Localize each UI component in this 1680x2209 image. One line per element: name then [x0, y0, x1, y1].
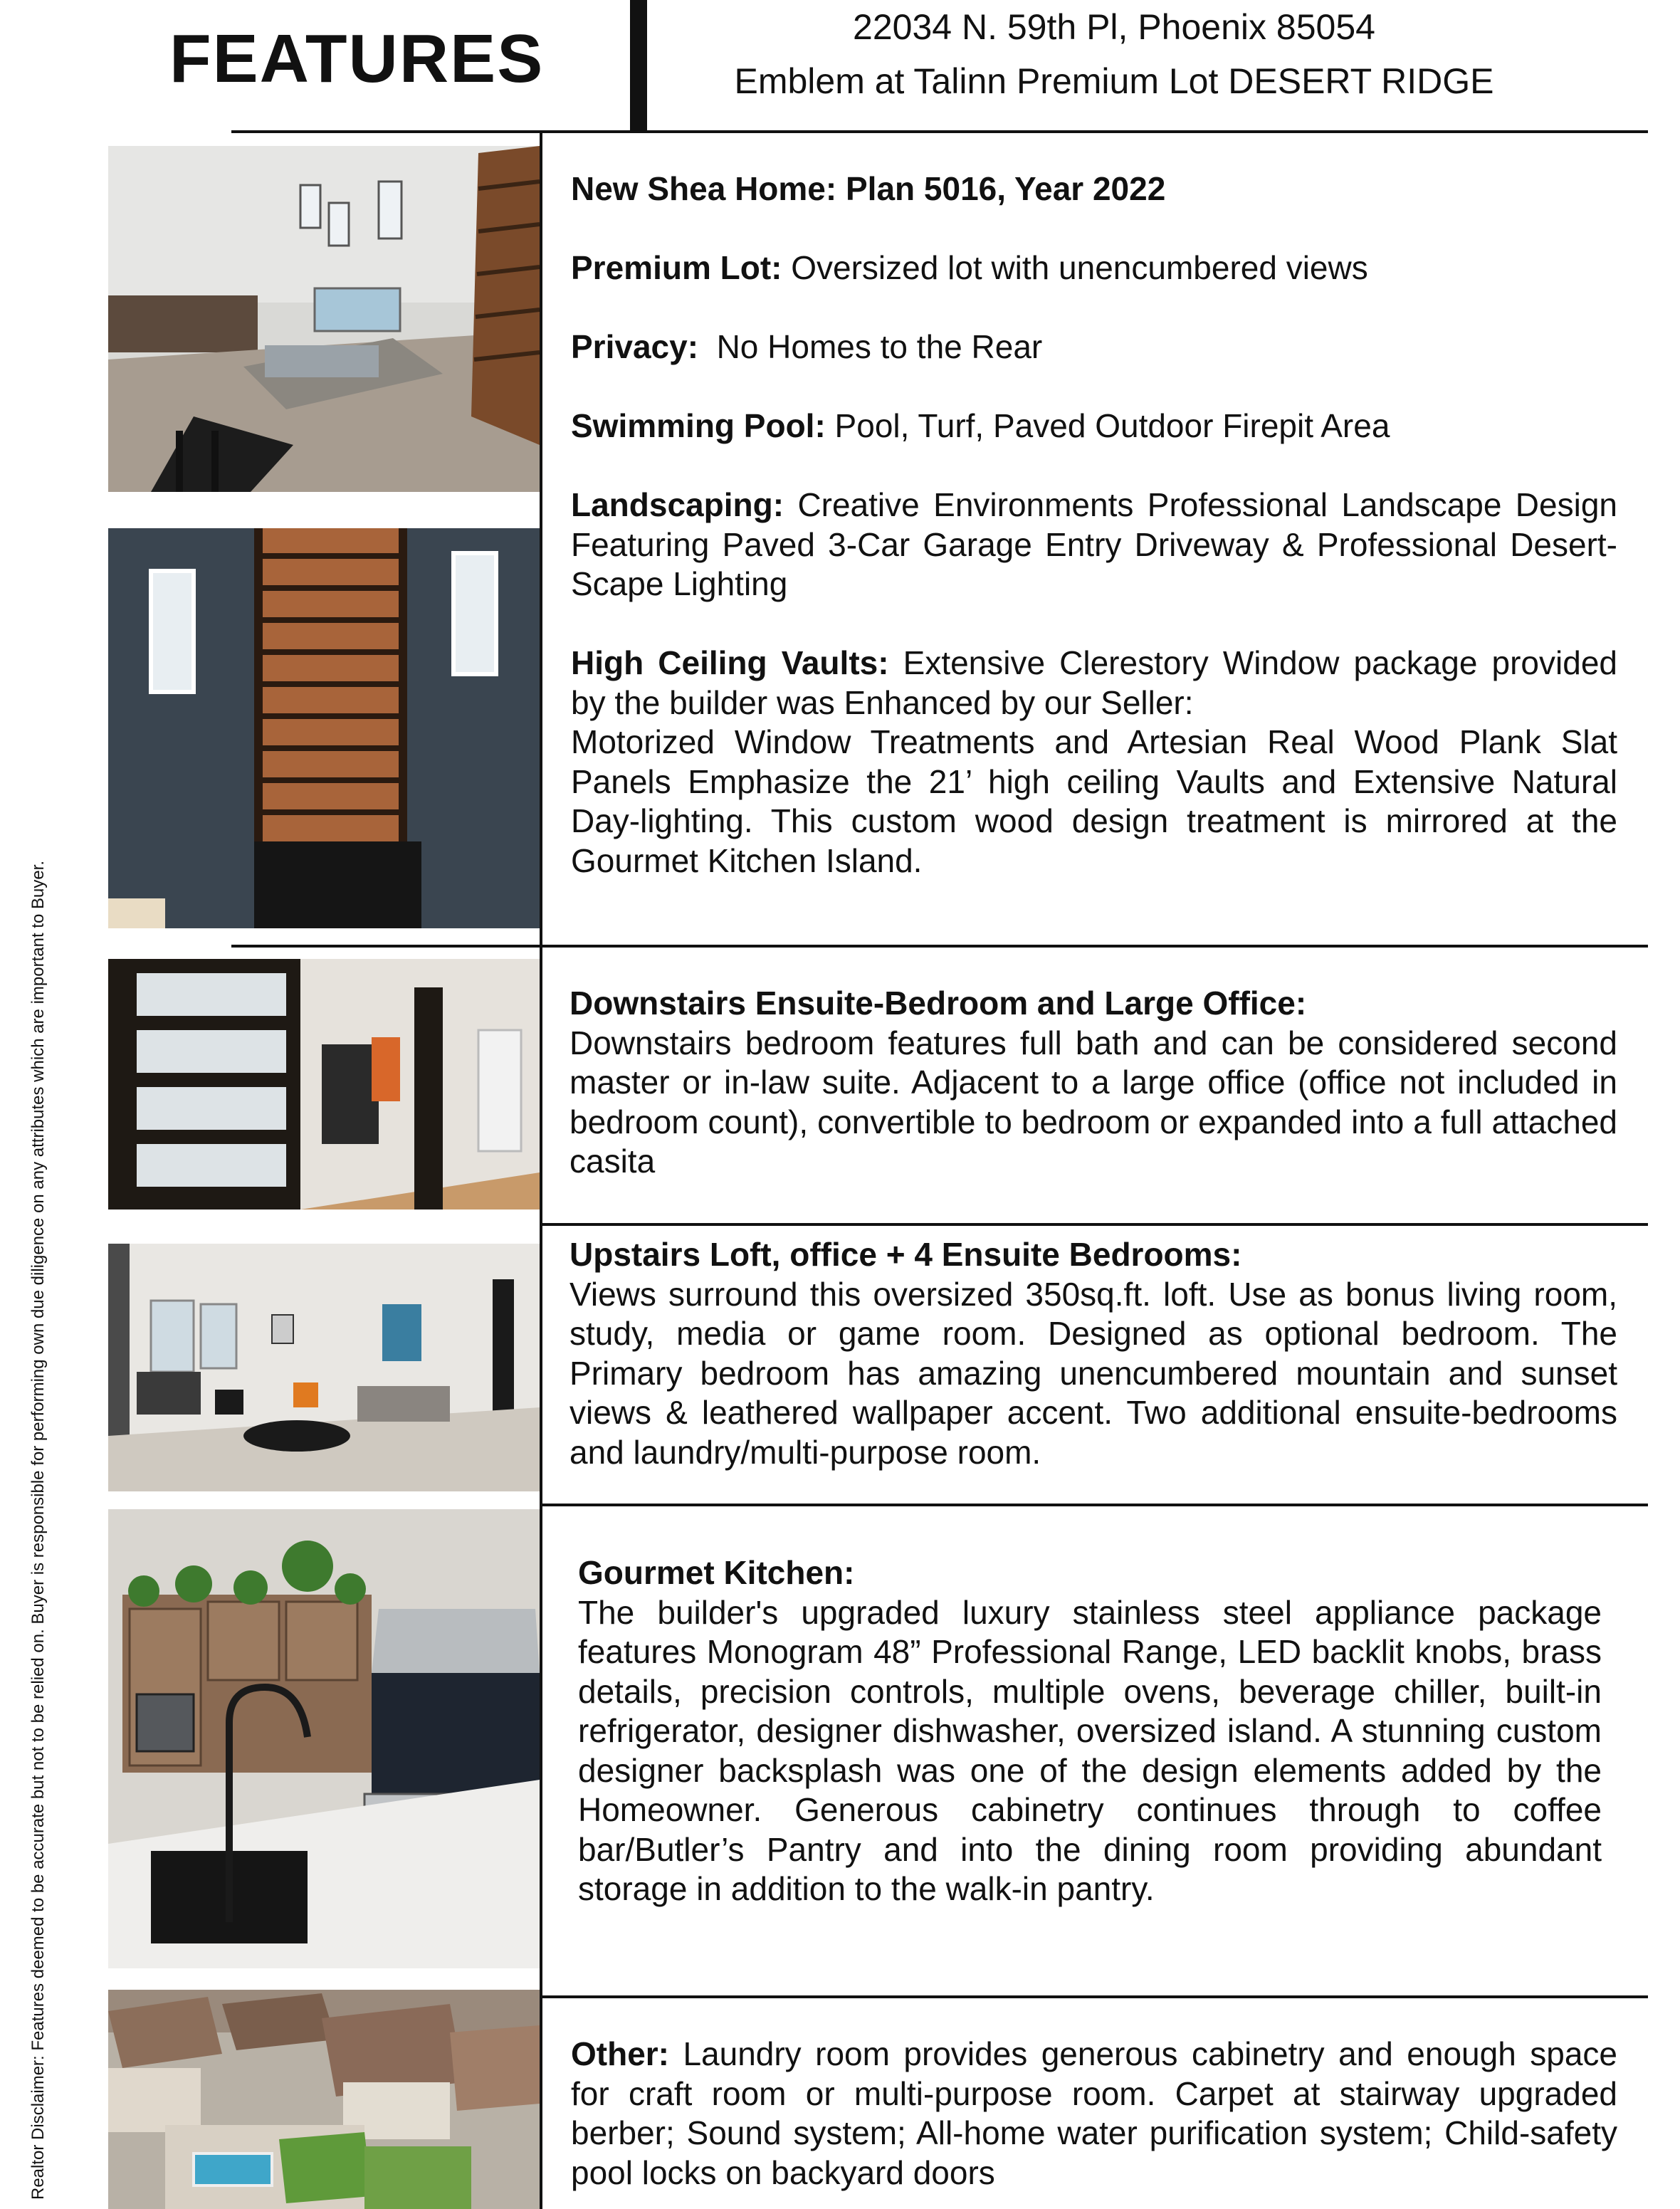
home-features-block — [571, 169, 1617, 881]
landscaping-paragraph — [571, 486, 1617, 604]
header-divider-bar — [630, 0, 647, 132]
upstairs-block — [569, 1235, 1617, 1472]
vaults-label: High Ceiling Vaults: — [571, 644, 889, 681]
section-rule-2 — [541, 1223, 1648, 1226]
header-rule — [231, 130, 1648, 133]
home-plan-heading: New Shea Home: Plan 5016, Year 2022 — [571, 170, 1166, 207]
photo-column-divider — [540, 131, 542, 2209]
premium-lot-text: Oversized lot with unencumbered views — [782, 249, 1368, 286]
address-line-2: Emblem at Talinn Premium Lot DESERT RIDGE — [734, 61, 1494, 101]
realtor-disclaimer: Realtor Disclaimer: Features deemed to be accurate but not to be relied on. Buyer is responsible for performing own due diligence on any attributes which are important to Buyer. — [28, 861, 48, 2200]
pool-line — [571, 406, 1617, 446]
privacy-label: Privacy: — [571, 328, 699, 365]
wood-slat-wall-photo — [108, 528, 540, 928]
other-label: Other: — [571, 2035, 669, 2072]
other-text: Laundry room provides generous cabinetry and enough space for craft room or multi-purpose room. Carpet at stairway upgraded berber; Sound system; All-home water purification system; Child-safety pool locks on backyard doors — [571, 2035, 1617, 2191]
aerial-backyard-photo — [108, 1990, 540, 2209]
vaults-paragraph-2: Motorized Window Treatments and Artesian Real Wood Plank Slat Panels Emphasize the 21’ high ceiling Vaults and Extensive Natural Day-lighting. This custom wood design treatment is mirrored at the Gourmet Kitchen Island. — [571, 723, 1617, 879]
pool-text: Pool, Turf, Paved Outdoor Firepit Area — [825, 407, 1390, 444]
upstairs-heading: Upstairs Loft, office + 4 Ensuite Bedrooms: — [569, 1236, 1242, 1273]
upstairs-text: Views surround this oversized 350sq.ft. loft. Use as bonus living room, study, media or game room. Designed as optional bedroom. The Primary bedroom has amazing unencumbered mountain and sunset views & leathered wallpaper accent. Two additional ensuite-bedrooms and laundry/multi-purpose room. — [569, 1275, 1617, 1471]
downstairs-heading: Downstairs Ensuite-Bedroom and Large Office: — [569, 985, 1307, 1022]
kitchen-photo — [108, 1509, 540, 1968]
premium-lot-line — [571, 248, 1617, 288]
address-block — [662, 0, 1566, 108]
premium-lot-label: Premium Lot: — [571, 249, 782, 286]
loft-photo — [108, 1244, 540, 1491]
privacy-line — [571, 327, 1617, 367]
landscaping-text: Creative Environments Professional Landscape Design Featuring Paved 3-Car Garage Entry Driveway & Professional Desert-Scape Lighting — [571, 486, 1617, 602]
kitchen-text: The builder's upgraded luxury stainless steel appliance package features Monogram 48” Professional Range, LED backlit knobs, brass details, precision controls, multiple ovens, beverage chiller, built-in refrigerator, designer dishwasher, oversized island. A stunning custom designer backsplash was one of the design elements added by the Homeowner. Generous cabinetry continues through to coffee bar/Butler’s Pantry and into the dining room providing abundant storage in addition to the walk-in pantry. — [578, 1593, 1602, 1907]
downstairs-text: Downstairs bedroom features full bath and can be considered second master or in-law suite. Adjacent to a large office (office not included in bedroom count), convertible to bedroom or expanded into a full attached casita — [569, 1024, 1617, 1180]
section-rule-4 — [541, 1995, 1648, 1998]
living-room-photo — [108, 146, 540, 492]
section-rule-1 — [231, 945, 1648, 948]
kitchen-heading: Gourmet Kitchen: — [578, 1554, 855, 1591]
office-photo — [108, 959, 540, 1210]
vaults-paragraph — [571, 644, 1617, 723]
downstairs-block — [569, 984, 1617, 1182]
landscaping-label: Landscaping: — [571, 486, 784, 523]
other-paragraph — [571, 2035, 1617, 2193]
other-block — [571, 2035, 1617, 2193]
section-rule-3 — [541, 1504, 1648, 1506]
page-title: FEATURES — [169, 21, 545, 97]
vaults-text-1: Extensive Clerestory Window package provided by the builder was Enhanced by our Seller: — [571, 644, 1617, 721]
address-line-1: 22034 N. 59th Pl, Phoenix 85054 — [853, 7, 1375, 47]
pool-label: Swimming Pool: — [571, 407, 826, 444]
privacy-text: No Homes to the Rear — [698, 328, 1043, 365]
kitchen-block — [578, 1553, 1602, 1909]
